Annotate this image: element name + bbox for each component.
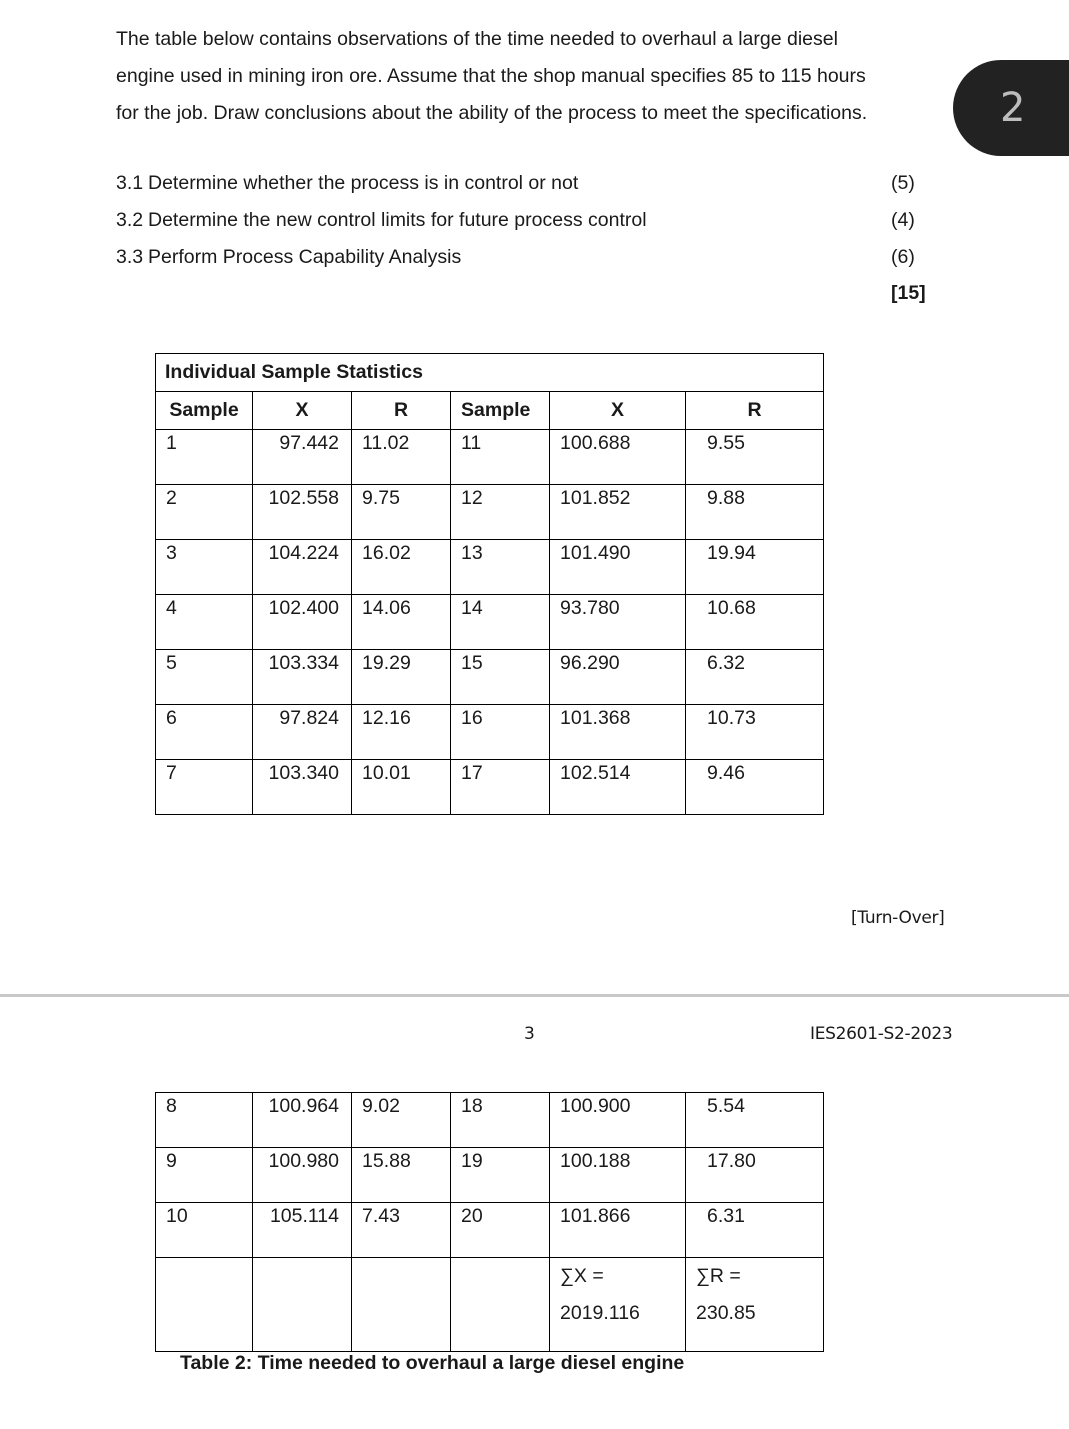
table-cell: 8 bbox=[156, 1093, 253, 1148]
table-row bbox=[156, 430, 824, 485]
table-cell: 11.02 bbox=[352, 430, 451, 485]
page-divider bbox=[0, 994, 1069, 997]
table-row bbox=[156, 540, 824, 595]
table-cell bbox=[352, 1258, 451, 1352]
table-cell: 100.900 bbox=[550, 1093, 686, 1148]
table-cell: 101.490 bbox=[550, 540, 686, 595]
sum-r-value: 230.85 bbox=[696, 1302, 756, 1324]
table-row bbox=[156, 705, 824, 760]
table-cell: 102.514 bbox=[550, 760, 686, 815]
table-sum-row bbox=[156, 1258, 824, 1352]
question-marks: (6) bbox=[891, 246, 915, 268]
intro-paragraph bbox=[116, 21, 946, 132]
table-body bbox=[156, 1093, 824, 1258]
table-cell: 11 bbox=[451, 430, 550, 485]
table-caption: Table 2: Time needed to overhaul a large diesel engine bbox=[180, 1352, 685, 1374]
question-marks: (4) bbox=[891, 209, 915, 231]
question-marks: (5) bbox=[891, 172, 915, 194]
document-code: IES2601-S2-2023 bbox=[810, 1024, 953, 1044]
table-cell: 105.114 bbox=[253, 1203, 352, 1258]
table-cell: 15.88 bbox=[352, 1148, 451, 1203]
table-title-row bbox=[156, 354, 824, 392]
question-number: 3.3 bbox=[116, 246, 144, 268]
table-cell: 10.68 bbox=[686, 595, 824, 650]
table-cell: 10.01 bbox=[352, 760, 451, 815]
table-cell: 19.94 bbox=[686, 540, 824, 595]
table-cell: 97.442 bbox=[253, 430, 352, 485]
table-cell: 102.558 bbox=[253, 485, 352, 540]
table-cell: 100.980 bbox=[253, 1148, 352, 1203]
question-number: 3.1 bbox=[116, 172, 144, 194]
table-cell: 16.02 bbox=[352, 540, 451, 595]
sum-x-value: 2019.116 bbox=[560, 1302, 640, 1324]
table-cell: 14.06 bbox=[352, 595, 451, 650]
sum-x-label: ∑X = bbox=[560, 1265, 604, 1287]
total-marks: [15] bbox=[891, 282, 926, 304]
table-cell: 19.29 bbox=[352, 650, 451, 705]
sum-r-label: ∑R = bbox=[696, 1265, 741, 1287]
sum-x-cell bbox=[550, 1258, 686, 1352]
table-row bbox=[156, 1148, 824, 1203]
table-cell: 12 bbox=[451, 485, 550, 540]
intro-line: engine used in mining iron ore. Assume that the shop manual specifies 85 to 115 hours bbox=[116, 65, 866, 87]
table-cell: 9.75 bbox=[352, 485, 451, 540]
table-row bbox=[156, 1203, 824, 1258]
column-header-sample: Sample bbox=[156, 392, 253, 430]
table-cell bbox=[156, 1258, 253, 1352]
table-cell: 4 bbox=[156, 595, 253, 650]
table-cell: 16 bbox=[451, 705, 550, 760]
table-row bbox=[156, 650, 824, 705]
table-cell: 104.224 bbox=[253, 540, 352, 595]
table-cell: 1 bbox=[156, 430, 253, 485]
table-cell: 102.400 bbox=[253, 595, 352, 650]
table-cell: 10.73 bbox=[686, 705, 824, 760]
table-cell: 19 bbox=[451, 1148, 550, 1203]
question-text: Determine the new control limits for future process control bbox=[148, 209, 647, 231]
table-row bbox=[156, 1093, 824, 1148]
table-cell: 2 bbox=[156, 485, 253, 540]
table-cell bbox=[451, 1258, 550, 1352]
table-cell: 9.88 bbox=[686, 485, 824, 540]
table-cell: 13 bbox=[451, 540, 550, 595]
question-3-3 bbox=[116, 245, 461, 269]
table-body bbox=[156, 430, 824, 815]
table-cell: 20 bbox=[451, 1203, 550, 1258]
column-header-r: R bbox=[352, 392, 451, 430]
column-header-x: X bbox=[550, 392, 686, 430]
turn-over-note: [Turn-Over] bbox=[851, 908, 945, 928]
table-cell: 93.780 bbox=[550, 595, 686, 650]
page-number: 3 bbox=[524, 1024, 535, 1044]
table-cell: 101.368 bbox=[550, 705, 686, 760]
table-row bbox=[156, 485, 824, 540]
table-cell: 15 bbox=[451, 650, 550, 705]
table-cell bbox=[253, 1258, 352, 1352]
column-header-r: R bbox=[686, 392, 824, 430]
table-cell: 12.16 bbox=[352, 705, 451, 760]
table-cell: 9 bbox=[156, 1148, 253, 1203]
intro-line: for the job. Draw conclusions about the ability of the process to meet the specifications. bbox=[116, 102, 868, 124]
table-cell: 6 bbox=[156, 705, 253, 760]
intro-line: The table below contains observations of the time needed to overhaul a large diesel bbox=[116, 28, 838, 50]
table-cell: 6.32 bbox=[686, 650, 824, 705]
table-cell: 9.55 bbox=[686, 430, 824, 485]
sample-statistics-table bbox=[155, 353, 824, 815]
table-cell: 103.340 bbox=[253, 760, 352, 815]
table-header-row bbox=[156, 392, 824, 430]
table-cell: 5 bbox=[156, 650, 253, 705]
table-cell: 7 bbox=[156, 760, 253, 815]
table-row bbox=[156, 760, 824, 815]
question-number: 3.2 bbox=[116, 209, 144, 231]
table-cell: 14 bbox=[451, 595, 550, 650]
question-3-1 bbox=[116, 171, 578, 195]
page-indicator-badge: 2 bbox=[953, 60, 1069, 156]
table-cell: 97.824 bbox=[253, 705, 352, 760]
table-cell: 96.290 bbox=[550, 650, 686, 705]
table-cell: 18 bbox=[451, 1093, 550, 1148]
table-cell: 17.80 bbox=[686, 1148, 824, 1203]
table-cell: 6.31 bbox=[686, 1203, 824, 1258]
table-cell: 100.188 bbox=[550, 1148, 686, 1203]
question-text: Determine whether the process is in control or not bbox=[148, 172, 579, 194]
table-cell: 3 bbox=[156, 540, 253, 595]
table-cell: 7.43 bbox=[352, 1203, 451, 1258]
sum-r-cell bbox=[686, 1258, 824, 1352]
table-cell: 100.688 bbox=[550, 430, 686, 485]
table-cell: 17 bbox=[451, 760, 550, 815]
table-cell: 101.852 bbox=[550, 485, 686, 540]
table-cell: 101.866 bbox=[550, 1203, 686, 1258]
table-cell: 5.54 bbox=[686, 1093, 824, 1148]
table-cell: 9.46 bbox=[686, 760, 824, 815]
table-row bbox=[156, 595, 824, 650]
table-cell: 103.334 bbox=[253, 650, 352, 705]
table-cell: 10 bbox=[156, 1203, 253, 1258]
table-title: Individual Sample Statistics bbox=[156, 354, 824, 392]
column-header-sample: Sample bbox=[451, 392, 550, 430]
table-cell: 9.02 bbox=[352, 1093, 451, 1148]
question-text: Perform Process Capability Analysis bbox=[148, 246, 462, 268]
sample-statistics-table-continued bbox=[155, 1092, 824, 1352]
column-header-x: X bbox=[253, 392, 352, 430]
question-3-2 bbox=[116, 208, 647, 232]
table-cell: 100.964 bbox=[253, 1093, 352, 1148]
